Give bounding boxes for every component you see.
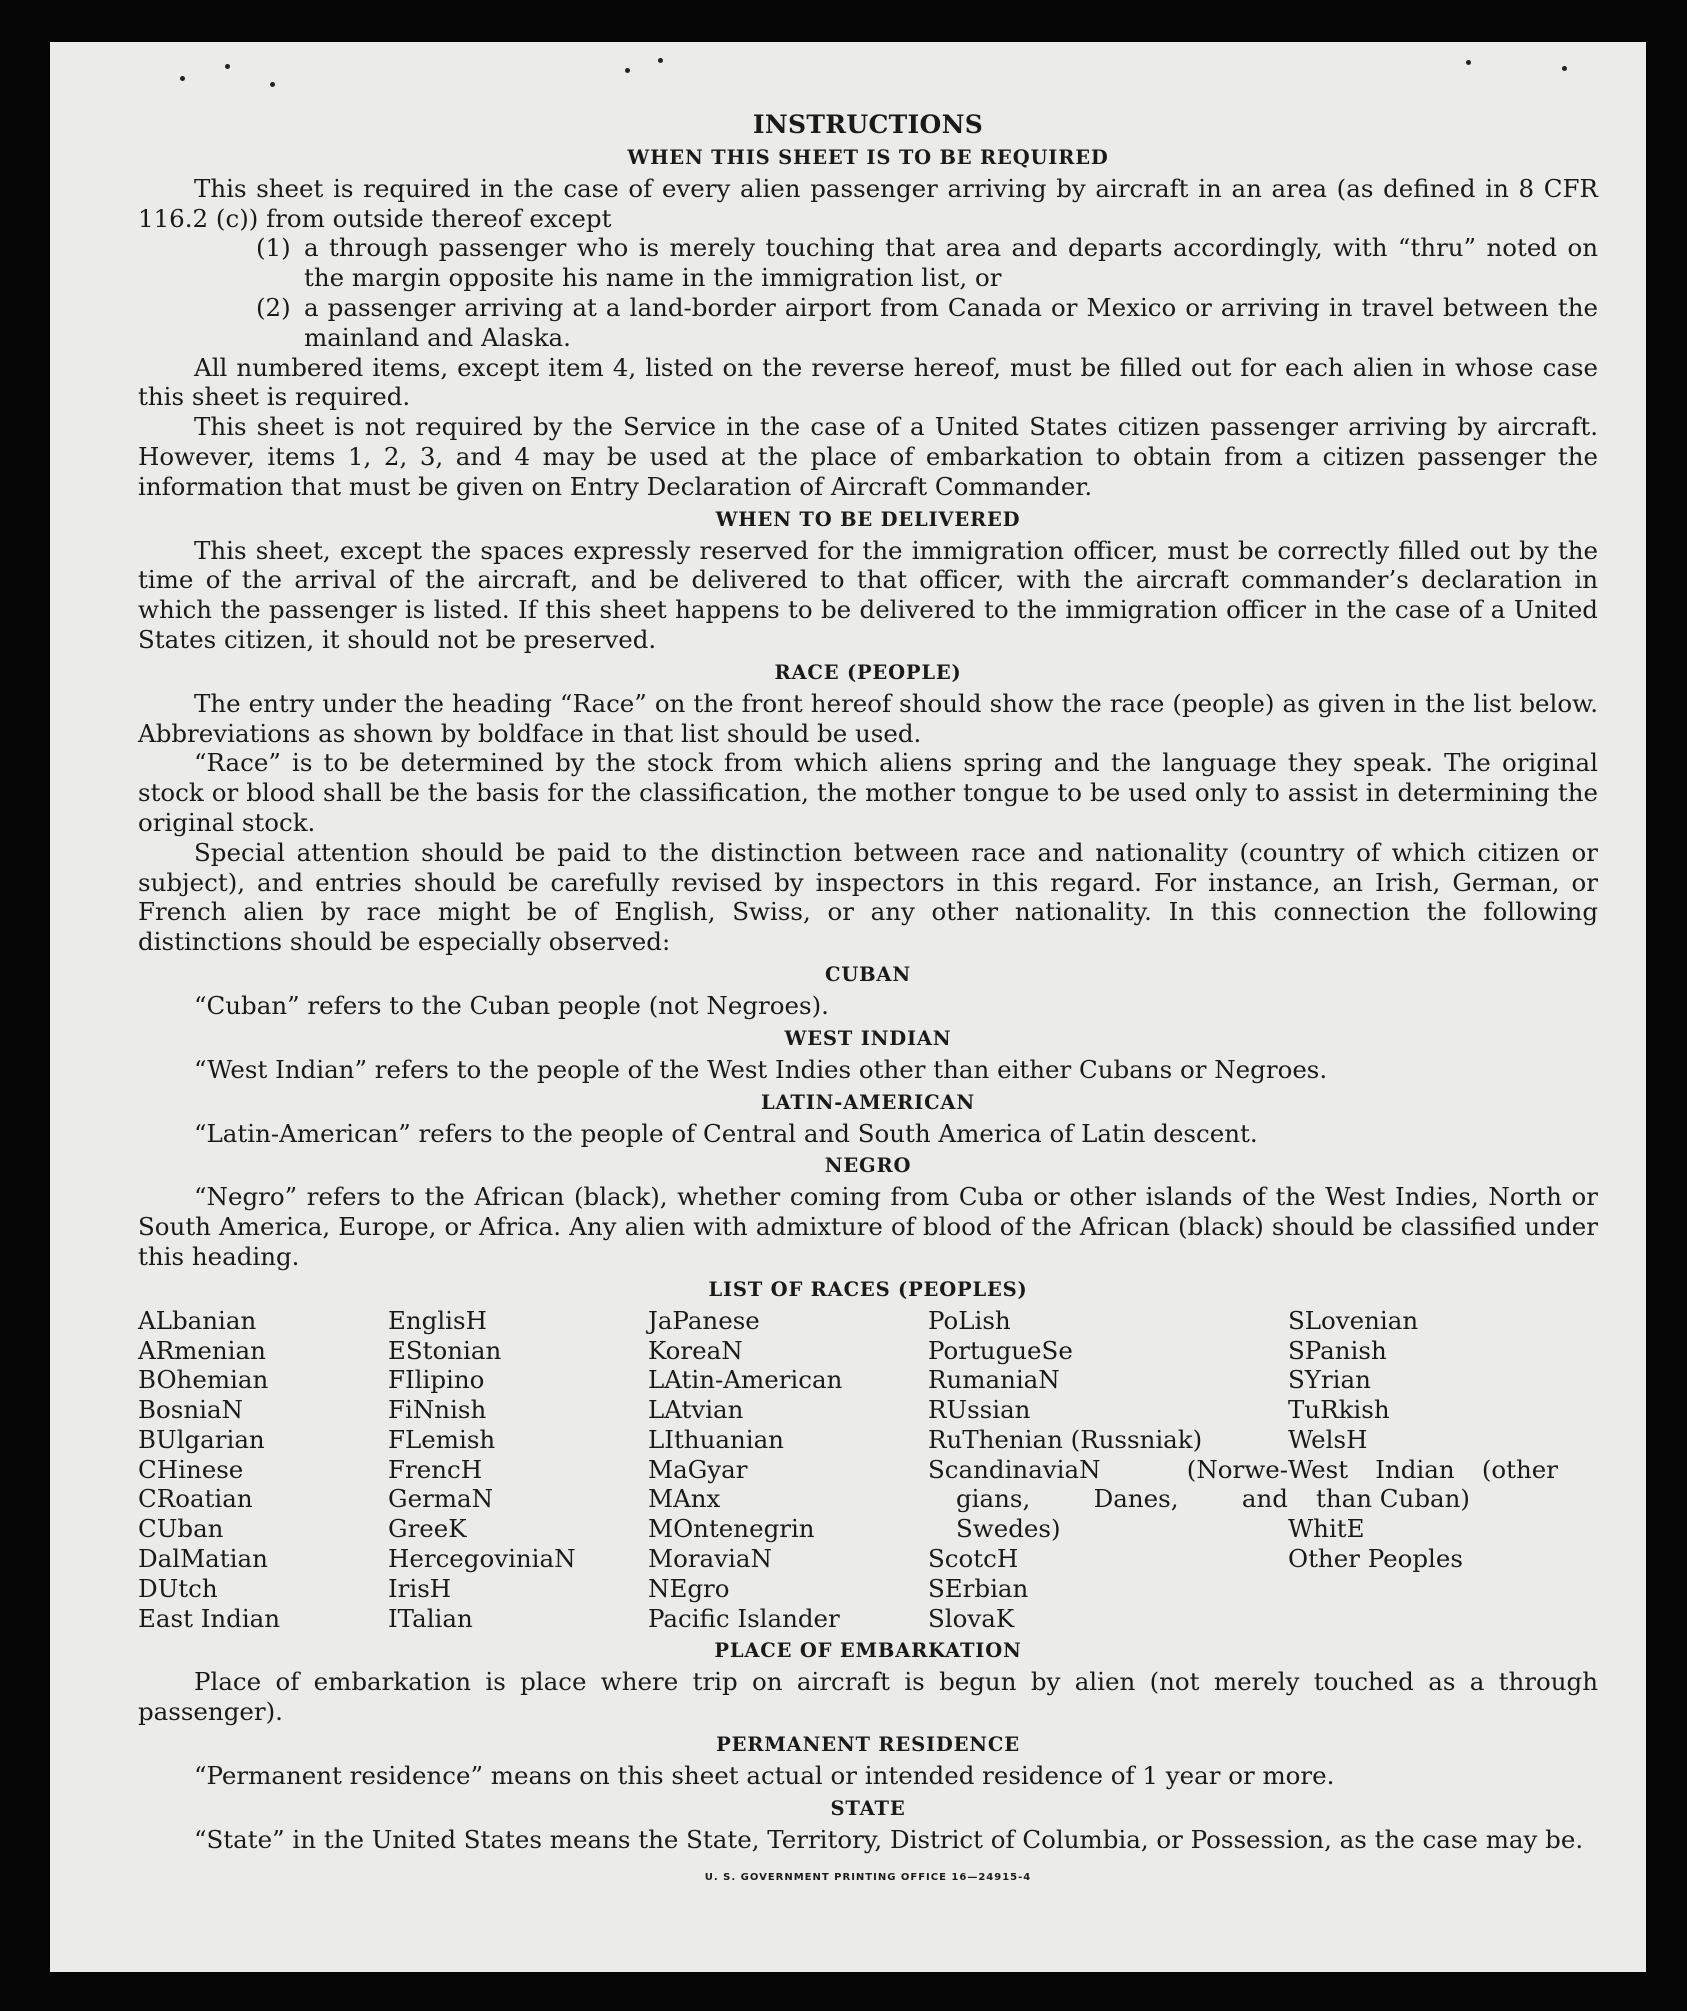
race-entry: BUlgarian (138, 1424, 265, 1454)
race-entry: SLovenian (1288, 1305, 1419, 1335)
race-entry: BOhemian (138, 1365, 269, 1395)
race-entry: JaPanese (648, 1305, 760, 1335)
race-entry: ScandinaviaN (Norwe- (928, 1454, 1288, 1484)
race-entry: Pacific Islander (648, 1603, 840, 1633)
races-list (138, 1306, 1598, 1634)
race-entry: TuRkish (1288, 1395, 1390, 1425)
race-entry: CRoatian (138, 1484, 253, 1514)
section-heading-race: RACE (PEOPLE) (774, 660, 962, 684)
section-heading-state: STATE (830, 1796, 906, 1820)
race-entry: PoLish (928, 1305, 1011, 1335)
race-entry: WhitE (1288, 1514, 1365, 1544)
paragraph: “Negro” refers to the African (black), whether coming from Cuba or other islands of the West Indies, North or South America, Europe, or Africa. Any alien with admixture of blood of the African (black) should be classified under this heading. (138, 1182, 1598, 1271)
race-entry: BosniaN (138, 1395, 243, 1425)
race-entry: GermaN (388, 1484, 494, 1514)
paragraph: Place of embarkation is place where trip on aircraft is begun by alien (not merely touched as a through passenger). (138, 1667, 1598, 1727)
item-number: (2) (256, 292, 291, 322)
race-entry: FrencH (388, 1454, 483, 1484)
speck-mark (180, 76, 185, 81)
printer-imprint: U. S. GOVERNMENT PRINTING OFFICE 16—24915-4 (704, 1871, 1032, 1883)
race-entry: DalMatian (138, 1544, 268, 1574)
race-entry: CHinese (138, 1454, 244, 1484)
race-entry: FLemish (388, 1424, 496, 1454)
race-entry: NEgro (648, 1573, 730, 1603)
paragraph: “West Indian” refers to the people of the West Indies other than either Cubans or Negroes. (194, 1054, 1328, 1084)
section-heading-required: WHEN THIS SHEET IS TO BE REQUIRED (627, 145, 1109, 169)
paragraph: “State” in the United States means the State, Territory, District of Columbia, or Possession, as the case may be. (194, 1824, 1584, 1854)
race-entry: ScotcH (928, 1544, 1019, 1574)
speck-mark (625, 68, 630, 73)
races-column (1288, 1306, 1558, 1634)
race-entry: West Indian (other (1288, 1454, 1558, 1484)
races-column (388, 1306, 648, 1634)
paragraph: This sheet is required in the case of every alien passenger arriving by aircraft in an area (as defined in 8 CFR 116.2 (c)) from outside thereof except (138, 173, 1598, 233)
race-entry: ITalian (388, 1603, 473, 1633)
race-entry: SYrian (1288, 1365, 1371, 1395)
race-entry: ARmenian (138, 1335, 266, 1365)
race-entry: RUssian (928, 1395, 1031, 1425)
race-entry: RumaniaN (928, 1365, 1060, 1395)
document-sheet (50, 42, 1646, 1972)
race-entry: MOntenegrin (648, 1514, 815, 1544)
race-entry: MoraviaN (648, 1544, 772, 1574)
race-entry: FiNnish (388, 1395, 487, 1425)
races-column (648, 1306, 928, 1634)
section-heading-latin-american: LATIN-AMERICAN (761, 1090, 975, 1114)
races-column (928, 1306, 1288, 1634)
race-entry: KoreaN (648, 1335, 743, 1365)
item-text: a passenger arriving at a land-border airport from Canada or Mexico or arriving in travel between the mainland and Alaska. (304, 292, 1598, 352)
paragraph: “Latin-American” refers to the people of Central and South America of Latin descent. (194, 1118, 1258, 1148)
race-entry: DUtch (138, 1573, 218, 1603)
race-entry-continued: Swedes) (956, 1514, 1061, 1544)
list-item (256, 293, 1598, 353)
race-entry: Other Peoples (1288, 1544, 1463, 1574)
race-entry: LAtvian (648, 1395, 744, 1425)
race-entry: MaGyar (648, 1454, 748, 1484)
section-heading-negro: NEGRO (824, 1154, 912, 1178)
race-entry: SErbian (928, 1573, 1029, 1603)
race-entry: GreeK (388, 1514, 467, 1544)
race-entry: ALbanian (138, 1305, 257, 1335)
speck-mark (270, 82, 275, 87)
paragraph: “Race” is to be determined by the stock from which aliens spring and the language they speak. The original stock or blood shall be the basis for the classification, the mother tongue to be used only to assist in determining the original stock. (138, 748, 1598, 837)
paragraph: “Cuban” refers to the Cuban people (not Negroes). (194, 990, 829, 1020)
section-heading-list-of-races: LIST OF RACES (PEOPLES) (708, 1277, 1028, 1301)
race-entry: RuThenian (Russniak) (928, 1424, 1203, 1454)
section-heading-delivered: WHEN TO BE DELIVERED (715, 507, 1021, 531)
section-heading-residence: PERMANENT RESIDENCE (716, 1733, 1020, 1757)
paragraph: Special attention should be paid to the distinction between race and nationality (country of which citizen or subject), and entries should be carefully revised by inspectors in this regard. For instance, an Irish, German, or French alien by race might be of English, Swiss, or any other nationality. In this connection the following distinctions should be especially observed: (138, 837, 1598, 957)
paragraph: “Permanent residence” means on this sheet actual or intended residence of 1 year or more. (194, 1761, 1335, 1791)
race-entry: IrisH (388, 1573, 452, 1603)
speck-mark (1466, 60, 1471, 65)
item-text: a through passenger who is merely touching that area and departs accordingly, with “thru” noted on the margin opposite his name in the immigration list, or (304, 233, 1598, 293)
races-column (138, 1306, 388, 1634)
race-entry: CUban (138, 1514, 224, 1544)
race-entry: MAnx (648, 1484, 721, 1514)
list-item (256, 233, 1598, 293)
race-entry: PortugueSe (928, 1335, 1073, 1365)
paragraph: The entry under the heading “Race” on the front hereof should show the race (people) as given in the list below. Abbreviations as shown by boldface in that list should be used. (138, 688, 1598, 748)
speck-mark (658, 58, 663, 63)
race-entry-continued: gians, Danes, and (956, 1484, 1288, 1514)
race-entry: HercegoviniaN (388, 1544, 576, 1574)
page-title: INSTRUCTIONS (752, 110, 984, 139)
race-entry: LAtin-American (648, 1365, 843, 1395)
paragraph: This sheet is not required by the Service in the case of a United States citizen passenger arriving by aircraft. However, items 1, 2, 3, and 4 may be used at the place of embarkation to obtain from a citizen passenger the information that must be given on Entry Declaration of Aircraft Commander. (138, 412, 1598, 501)
race-entry: East Indian (138, 1603, 281, 1633)
paragraph: This sheet, except the spaces expressly reserved for the immigration officer, must be correctly filled out by the time of the arrival of the aircraft, and be delivered to that officer, with the aircraft commander’s declaration in which the passenger is listed. If this sheet happens to be delivered to the immigration officer in the case of a United States citizen, it should not be preserved. (138, 535, 1598, 654)
section-heading-cuban: CUBAN (825, 962, 911, 986)
race-entry: SPanish (1288, 1335, 1387, 1365)
item-number: (1) (256, 233, 291, 263)
race-entry: LIthuanian (648, 1424, 784, 1454)
paragraph: All numbered items, except item 4, listed on the reverse hereof, must be filled out for each alien in whose case this sheet is required. (138, 352, 1598, 412)
instructions-content (138, 110, 1598, 1892)
race-entry: FIlipino (388, 1365, 485, 1395)
race-entry: EStonian (388, 1335, 502, 1365)
section-heading-west-indian: WEST INDIAN (784, 1026, 952, 1050)
section-heading-embarkation: PLACE OF EMBARKATION (714, 1639, 1022, 1663)
race-entry: EnglisH (388, 1305, 487, 1335)
race-entry: WelsH (1288, 1424, 1368, 1454)
speck-mark (225, 64, 230, 69)
speck-mark (1562, 66, 1567, 71)
race-entry: SlovaK (928, 1603, 1015, 1633)
race-entry-continued: than Cuban) (1316, 1484, 1470, 1514)
